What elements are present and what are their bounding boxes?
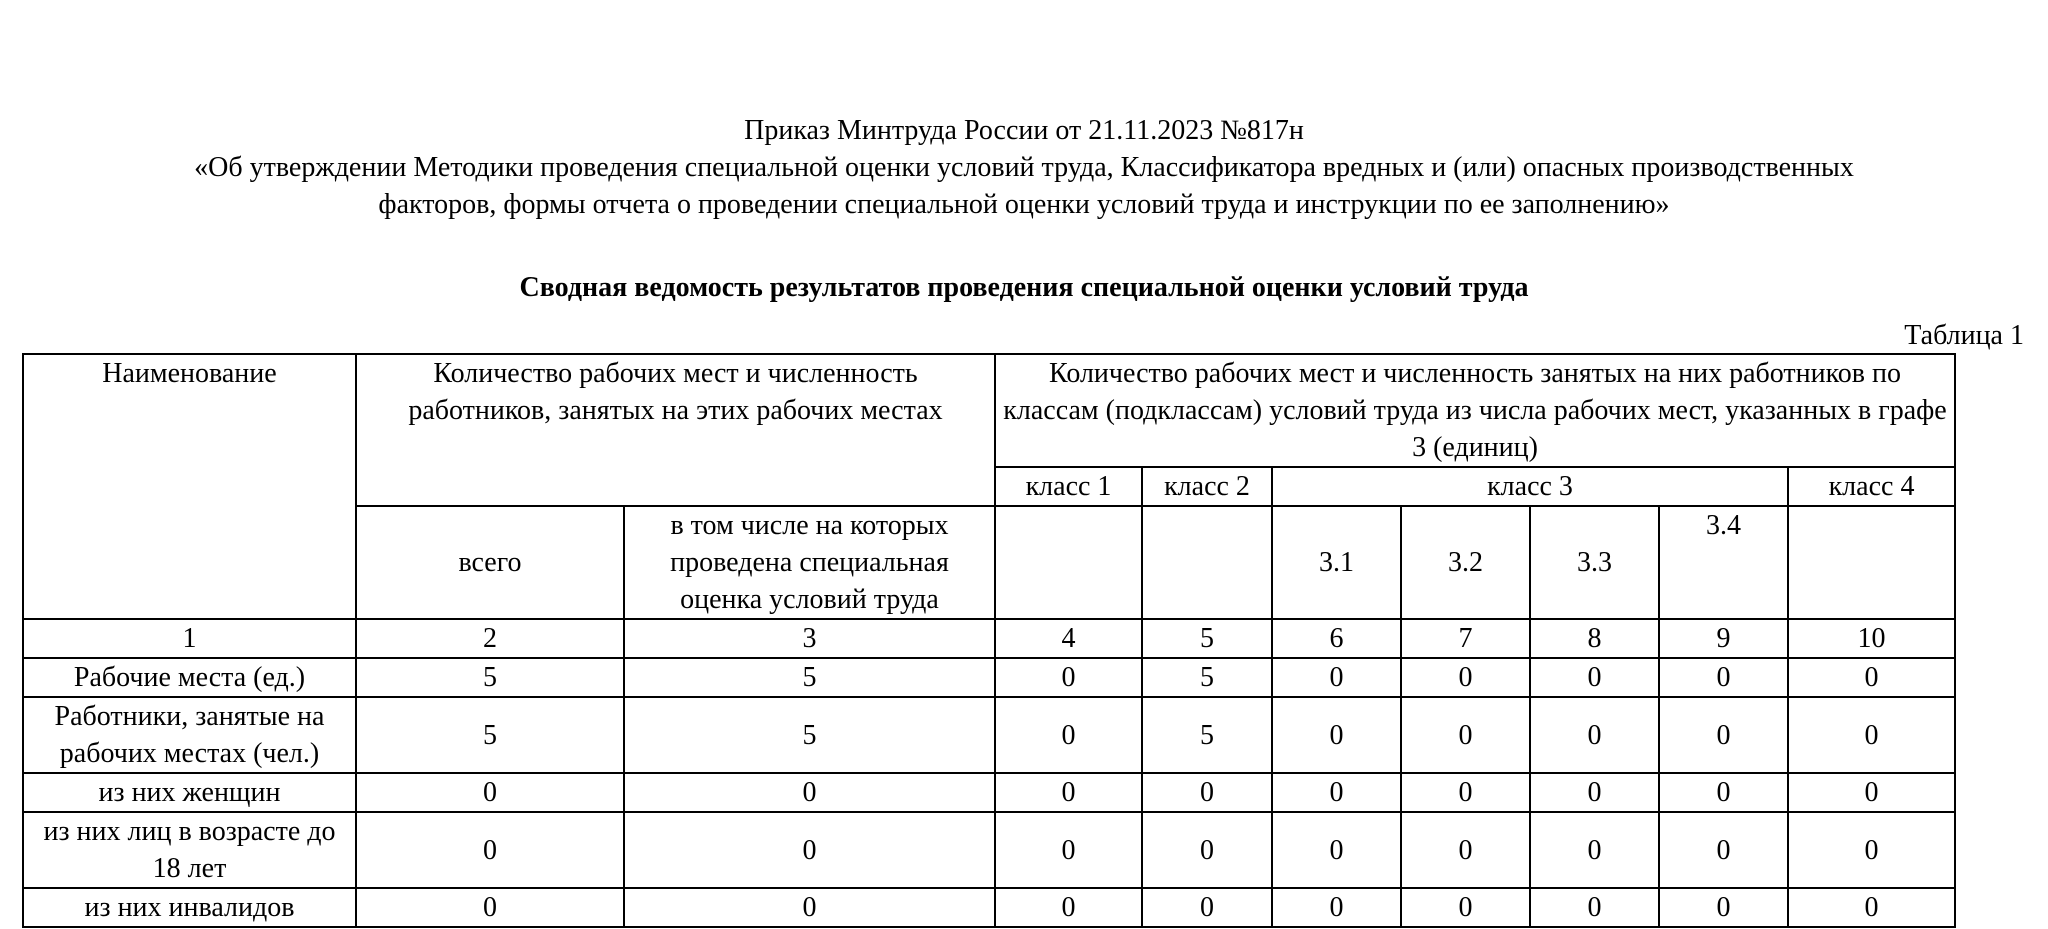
data-cell: 5 [1142, 658, 1272, 697]
column-numbers-row [23, 619, 1955, 658]
data-cell: 0 [995, 773, 1142, 812]
data-cell: 0 [1659, 773, 1788, 812]
data-cell: 0 [995, 658, 1142, 697]
table-number-label: Таблица 1 [1904, 320, 2024, 351]
table-row-minors [23, 812, 1955, 888]
column-number: 10 [1788, 619, 1955, 658]
table-row-women [23, 773, 1955, 812]
data-cell: 0 [1788, 812, 1955, 888]
header-class1-empty-cell [995, 506, 1142, 619]
row-label: из них инвалидов [23, 888, 356, 927]
table-row-workplaces [23, 658, 1955, 697]
header-by-class-cell: Количество рабочих мест и численность занятых на них работников по классам (подклассам) условий труда из числа рабочих мест, указанных в графе 3 (единиц) [995, 354, 1955, 467]
table-row-workers [23, 697, 1955, 773]
data-cell: 5 [1142, 697, 1272, 773]
order-reference: Приказ Минтруда России от 21.11.2023 №817н [744, 115, 1304, 146]
order-subject-line-2: факторов, формы отчета о проведении специальной оценки условий труда и инструкции по ее заполнению» [378, 189, 1670, 220]
order-header [0, 112, 2048, 223]
data-cell: 5 [624, 697, 995, 773]
header-class4-empty-cell [1788, 506, 1955, 619]
header-class4-cell: класс 4 [1788, 467, 1955, 506]
summary-table [22, 353, 1956, 928]
column-number: 4 [995, 619, 1142, 658]
data-cell: 0 [1401, 773, 1530, 812]
data-cell: 0 [356, 812, 624, 888]
document-title: Сводная ведомость результатов проведения специальной оценки условий труда [519, 272, 1529, 303]
table-row-disabled [23, 888, 1955, 927]
header-total-cell: всего [356, 506, 624, 619]
data-cell: 0 [1788, 658, 1955, 697]
header-sub31-cell: 3.1 [1272, 506, 1401, 619]
header-row-top [23, 354, 1955, 467]
data-cell: 0 [624, 888, 995, 927]
data-cell: 0 [1272, 812, 1401, 888]
data-cell: 0 [1401, 812, 1530, 888]
data-cell: 0 [356, 773, 624, 812]
data-cell: 0 [1142, 888, 1272, 927]
column-number: 9 [1659, 619, 1788, 658]
row-label: Работники, занятые на рабочих местах (чел.) [23, 697, 356, 773]
order-subject-line-1: «Об утверждении Методики проведения специальной оценки условий труда, Классификатора вредных и (или) опасных производственных [194, 152, 1854, 183]
data-cell: 0 [1142, 812, 1272, 888]
header-name-cell: Наименование [23, 354, 356, 619]
row-label: из них лиц в возрасте до 18 лет [23, 812, 356, 888]
column-number: 5 [1142, 619, 1272, 658]
column-number: 1 [23, 619, 356, 658]
row-label: Рабочие места (ед.) [23, 658, 356, 697]
data-cell: 0 [1788, 697, 1955, 773]
data-cell: 0 [1530, 888, 1659, 927]
data-cell: 0 [1272, 773, 1401, 812]
column-number: 3 [624, 619, 995, 658]
header-sub34-cell: 3.4 [1659, 506, 1788, 619]
data-cell: 0 [1401, 658, 1530, 697]
data-cell: 0 [1788, 888, 1955, 927]
data-cell: 0 [1530, 658, 1659, 697]
data-cell: 0 [1659, 697, 1788, 773]
data-cell: 0 [995, 888, 1142, 927]
data-cell: 0 [1272, 658, 1401, 697]
header-assessed-cell: в том числе на которых проведена специальная оценка условий труда [624, 506, 995, 619]
data-cell: 0 [995, 812, 1142, 888]
row-label: из них женщин [23, 773, 356, 812]
column-number: 6 [1272, 619, 1401, 658]
header-class3-cell: класс 3 [1272, 467, 1788, 506]
header-sub32-cell: 3.2 [1401, 506, 1530, 619]
data-cell: 0 [1142, 773, 1272, 812]
data-cell: 0 [1659, 812, 1788, 888]
data-cell: 0 [1401, 888, 1530, 927]
data-cell: 0 [1530, 773, 1659, 812]
header-sub33-cell: 3.3 [1530, 506, 1659, 619]
data-cell: 0 [1530, 697, 1659, 773]
data-cell: 0 [1401, 697, 1530, 773]
data-cell: 5 [624, 658, 995, 697]
data-cell: 0 [624, 812, 995, 888]
data-cell: 0 [1659, 658, 1788, 697]
data-cell: 0 [1272, 697, 1401, 773]
header-class1-cell: класс 1 [995, 467, 1142, 506]
data-cell: 0 [1530, 812, 1659, 888]
data-cell: 0 [1659, 888, 1788, 927]
data-cell: 0 [1788, 773, 1955, 812]
data-cell: 0 [995, 697, 1142, 773]
column-number: 2 [356, 619, 624, 658]
data-cell: 5 [356, 658, 624, 697]
column-number: 8 [1530, 619, 1659, 658]
header-workplaces-count-cell: Количество рабочих мест и численность работников, занятых на этих рабочих местах [356, 354, 995, 506]
data-cell: 0 [356, 888, 624, 927]
data-cell: 5 [356, 697, 624, 773]
column-number: 7 [1401, 619, 1530, 658]
data-cell: 0 [624, 773, 995, 812]
header-class2-cell: класс 2 [1142, 467, 1272, 506]
data-cell: 0 [1272, 888, 1401, 927]
header-class2-empty-cell [1142, 506, 1272, 619]
